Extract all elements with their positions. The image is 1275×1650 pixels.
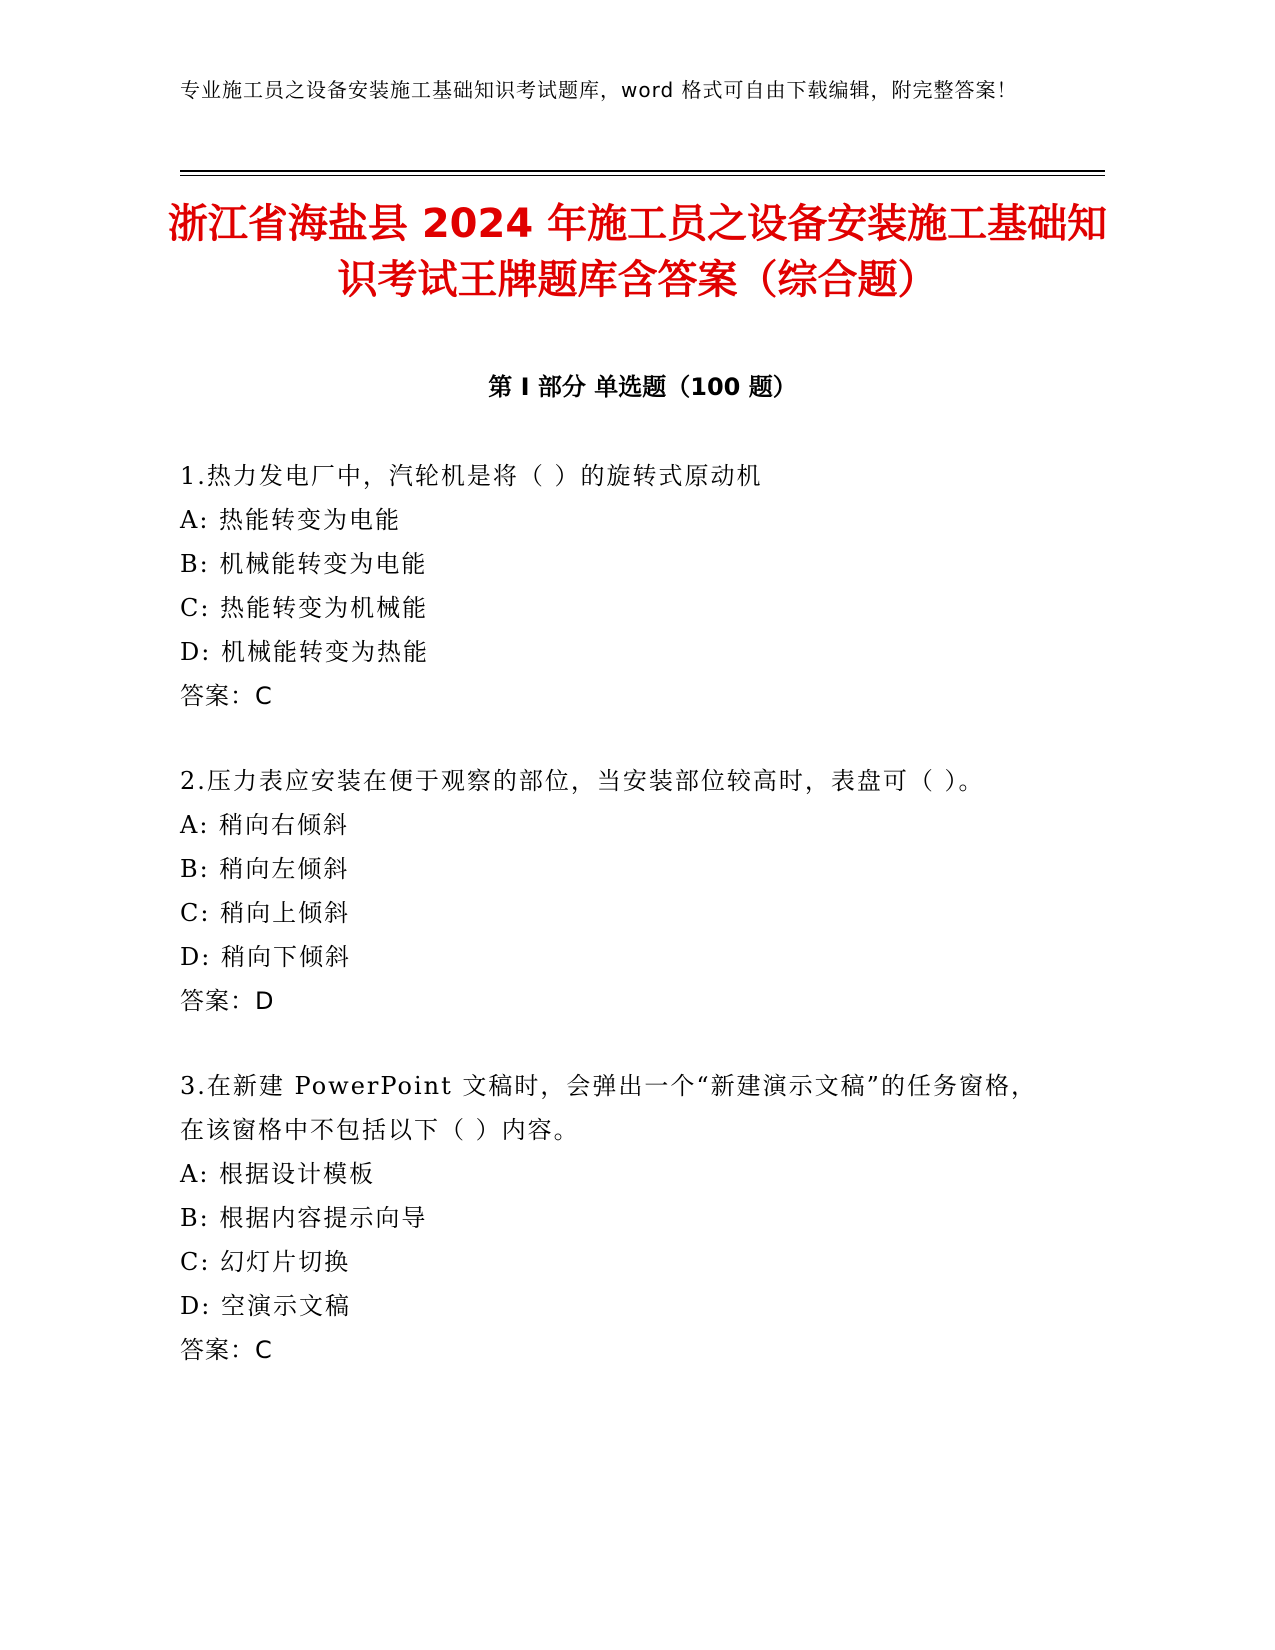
option-a: A: 根据设计模板 <box>180 1160 376 1188</box>
answer: 答案：D <box>180 987 275 1015</box>
question-stem: 1.热力发电厂中，汽轮机是将（ ）的旋转式原动机 <box>180 462 763 490</box>
answer: 答案：C <box>180 682 273 710</box>
option-b: B: 机械能转变为电能 <box>180 550 428 578</box>
option-a: A: 热能转变为电能 <box>180 506 402 534</box>
option-c: C: 热能转变为机械能 <box>180 594 429 622</box>
document-title: 浙江省海盐县 2024 年施工员之设备安装施工基础知识考试王牌题库含答案（综合题） <box>167 201 1108 303</box>
answer: 答案：C <box>180 1336 273 1364</box>
option-d: D: 空演示文稿 <box>180 1292 351 1320</box>
option-b: B: 根据内容提示向导 <box>180 1204 428 1232</box>
question-list <box>180 454 1040 1413</box>
question-1 <box>180 454 1040 718</box>
question-3 <box>180 1064 1040 1372</box>
header-rule-thin <box>180 175 1105 176</box>
question-stem: 2.压力表应安装在便于观察的部位，当安装部位较高时，表盘可（ ）。 <box>180 767 985 795</box>
option-d: D: 机械能转变为热能 <box>180 638 429 666</box>
header-note: 专业施工员之设备安装施工基础知识考试题库，word 格式可自由下载编辑，附完整答案！ <box>180 78 1018 102</box>
option-b: B: 稍向左倾斜 <box>180 855 350 883</box>
question-2 <box>180 759 1040 1023</box>
option-c: C: 稍向上倾斜 <box>180 899 351 927</box>
section-title: 第 I 部分 单选题（100 题） <box>488 373 797 401</box>
option-d: D: 稍向下倾斜 <box>180 943 351 971</box>
option-c: C: 幻灯片切换 <box>180 1248 351 1276</box>
question-stem: 3.在新建 PowerPoint 文稿时，会弹出一个“新建演示文稿”的任务窗格，在该窗格中不包括以下（ ）内容。 <box>180 1072 1037 1144</box>
header-rule-thick <box>180 170 1105 172</box>
option-a: A: 稍向右倾斜 <box>180 811 350 839</box>
